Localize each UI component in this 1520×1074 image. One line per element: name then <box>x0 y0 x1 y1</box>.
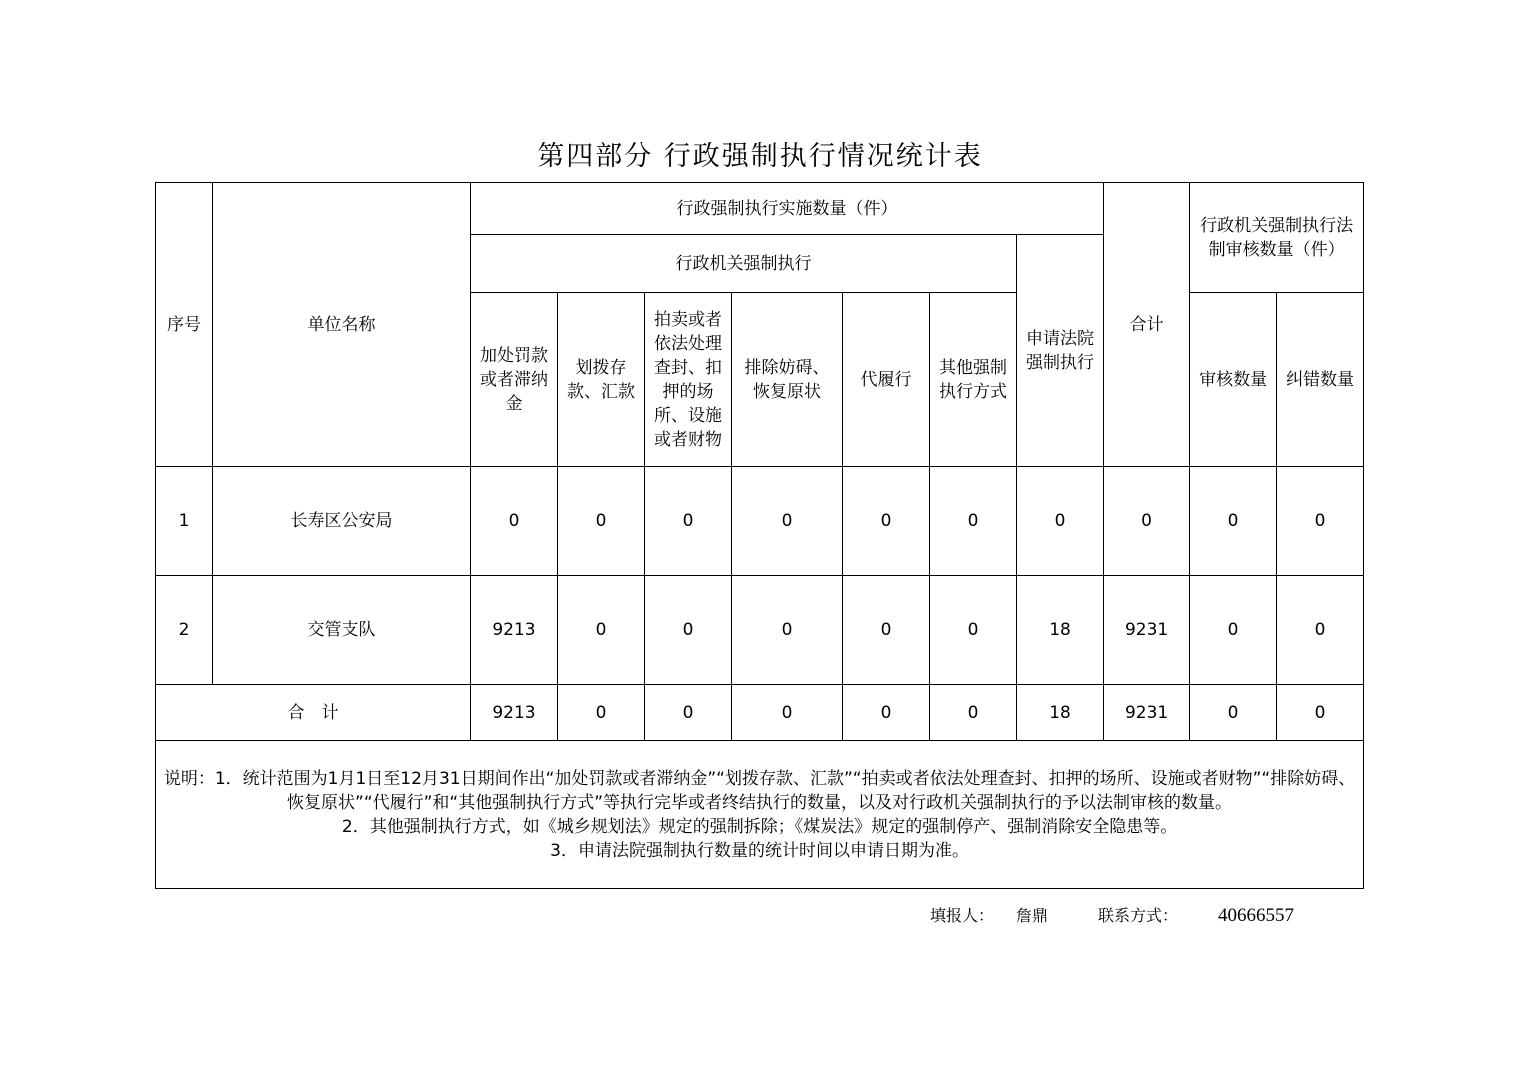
row-auction: 0 <box>645 576 732 685</box>
page-title: 第四部分 行政强制执行情况统计表 <box>537 141 983 172</box>
row-substitute: 0 <box>843 576 930 685</box>
total-review: 0 <box>1190 685 1277 741</box>
row-correct: 0 <box>1277 467 1364 576</box>
table-row <box>156 576 1364 685</box>
row-seq: 2 <box>156 576 213 685</box>
header-unit: 单位名称 <box>213 183 471 467</box>
row-unit: 交管支队 <box>213 576 471 685</box>
header-impl-group: 行政强制执行实施数量（件） <box>471 183 1104 235</box>
total-auction: 0 <box>645 685 732 741</box>
contact-label: 联系方式： <box>1098 906 1179 925</box>
note-1: 说明：1．统计范围为1月1日至12月31日期间作出“加处罚款或者滞纳金”“划拨存款、汇款”“拍卖或者依法处理查封、扣押的场所、设施或者财物”“排除妨碍、恢复原状”“代履行”和“其他强制执行方式”等执行完毕或者终结执行的数量，以及对行政机关强制执行的予以法制审核的数量。 <box>163 768 1356 813</box>
row-correct: 0 <box>1277 576 1364 685</box>
total-label: 合 计 <box>156 685 471 741</box>
row-substitute: 0 <box>843 467 930 576</box>
header-remove: 排除妨碍、恢复原状 <box>732 293 843 467</box>
header-total: 合计 <box>1104 183 1190 467</box>
row-fine: 9213 <box>471 576 558 685</box>
header-correct: 纠错数量 <box>1277 293 1364 467</box>
contact-number: 40666557 <box>1218 905 1295 926</box>
row-court: 18 <box>1017 576 1104 685</box>
row-court: 0 <box>1017 467 1104 576</box>
row-transfer: 0 <box>558 576 645 685</box>
total-substitute: 0 <box>843 685 930 741</box>
total-remove: 0 <box>732 685 843 741</box>
header-admin-group: 行政机关强制执行 <box>471 235 1017 293</box>
note-3: 3．申请法院强制执行数量的统计时间以申请日期为准。 <box>550 840 969 861</box>
header-fine: 加处罚款或者滞纳金 <box>471 293 558 467</box>
header-transfer: 划拨存款、汇款 <box>558 293 645 467</box>
row-review: 0 <box>1190 467 1277 576</box>
row-auction: 0 <box>645 467 732 576</box>
row-remove: 0 <box>732 467 843 576</box>
total-other: 0 <box>930 685 1017 741</box>
row-total: 0 <box>1104 467 1190 576</box>
row-other: 0 <box>930 467 1017 576</box>
row-unit: 长寿区公安局 <box>213 467 471 576</box>
header-seq: 序号 <box>156 183 213 467</box>
row-other: 0 <box>930 576 1017 685</box>
total-row <box>156 685 1364 741</box>
header-other: 其他强制执行方式 <box>930 293 1017 467</box>
total-court: 18 <box>1017 685 1104 741</box>
notes-cell <box>156 741 1364 889</box>
row-fine: 0 <box>471 467 558 576</box>
statistics-table <box>155 182 1364 889</box>
footer <box>930 903 1294 927</box>
total-fine: 9213 <box>471 685 558 741</box>
row-transfer: 0 <box>558 467 645 576</box>
total-total: 9231 <box>1104 685 1190 741</box>
row-review: 0 <box>1190 576 1277 685</box>
table-row <box>156 467 1364 576</box>
total-transfer: 0 <box>558 685 645 741</box>
note-2: 2．其他强制执行方式，如《城乡规划法》规定的强制拆除；《煤炭法》规定的强制停产、强制消除安全隐患等。 <box>341 816 1178 837</box>
total-correct: 0 <box>1277 685 1364 741</box>
row-seq: 1 <box>156 467 213 576</box>
header-court: 申请法院强制执行 <box>1017 235 1104 467</box>
reporter-label: 填报人： <box>930 906 995 925</box>
header-review: 审核数量 <box>1190 293 1277 467</box>
reporter-name: 詹鼎 <box>1016 906 1049 925</box>
header-review-group: 行政机关强制执行法制审核数量（件） <box>1190 183 1364 293</box>
header-substitute: 代履行 <box>843 293 930 467</box>
row-remove: 0 <box>732 576 843 685</box>
header-auction: 拍卖或者依法处理查封、扣押的场所、设施或者财物 <box>645 293 732 467</box>
row-total: 9231 <box>1104 576 1190 685</box>
